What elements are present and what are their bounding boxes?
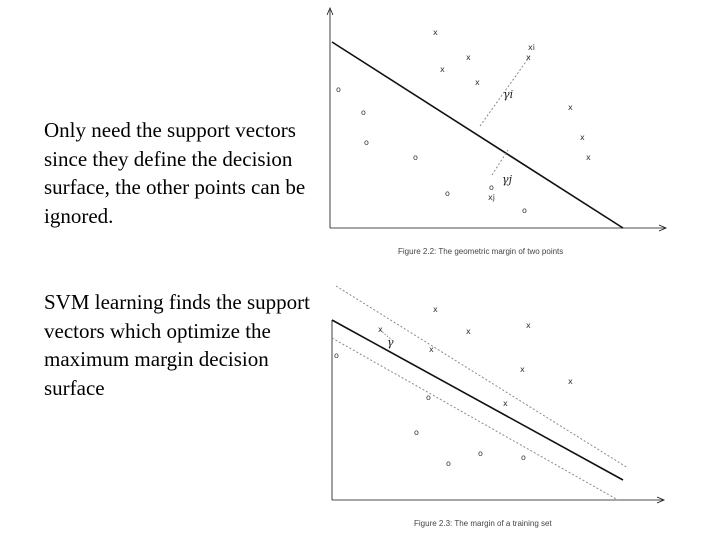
figure2-caption: Figure 2.3: The margin of a training set	[414, 519, 552, 528]
figure-geometric-margin-svg	[318, 0, 678, 265]
text-svm-learning: SVM learning finds the support vectors which optimize the maximum margin decision surface	[44, 290, 310, 400]
text-support-vectors: Only need the support vectors since they define the decision surface, the other points can be ignored.	[44, 118, 306, 228]
figure-training-margin	[318, 280, 678, 540]
point-o: o	[522, 206, 527, 215]
figure-geometric-margin	[318, 0, 678, 265]
point-x: x	[526, 53, 531, 62]
margin-line-lower	[332, 338, 618, 500]
point-o: o	[414, 428, 419, 437]
figure-training-margin-svg	[318, 280, 678, 540]
point-x: x	[433, 305, 438, 314]
point-o: o	[336, 85, 341, 94]
point-x: x	[466, 53, 471, 62]
point-x: x	[580, 133, 585, 142]
point-o: o	[426, 393, 431, 402]
point-x: x	[568, 377, 573, 386]
label-gamma-i: γi	[503, 88, 514, 101]
label-xj: xj	[488, 193, 495, 202]
point-o: o	[334, 351, 339, 360]
point-o: o	[445, 189, 450, 198]
label-gamma: γ	[387, 336, 394, 349]
point-x: x	[520, 365, 525, 374]
point-x: x	[475, 78, 480, 87]
point-x: x	[568, 103, 573, 112]
point-o: o	[364, 138, 369, 147]
point-o: o	[446, 459, 451, 468]
label-gamma-j: γj	[502, 173, 512, 186]
point-x: x	[429, 345, 434, 354]
point-o: o	[413, 153, 418, 162]
point-o: o	[521, 453, 526, 462]
point-x: x	[466, 327, 471, 336]
point-x: x	[586, 153, 591, 162]
point-o: o	[361, 108, 366, 117]
point-x: x	[526, 321, 531, 330]
label-xi: xi	[528, 43, 535, 52]
point-o: o	[478, 449, 483, 458]
point-x: x	[503, 399, 508, 408]
point-x: x	[440, 65, 445, 74]
point-o: o	[489, 183, 494, 192]
margin-line-upper	[336, 286, 628, 468]
point-x: x	[433, 28, 438, 37]
point-x: x	[378, 325, 383, 334]
margin-segment-j	[492, 150, 508, 175]
figure1-caption: Figure 2.2: The geometric margin of two points	[398, 247, 564, 256]
